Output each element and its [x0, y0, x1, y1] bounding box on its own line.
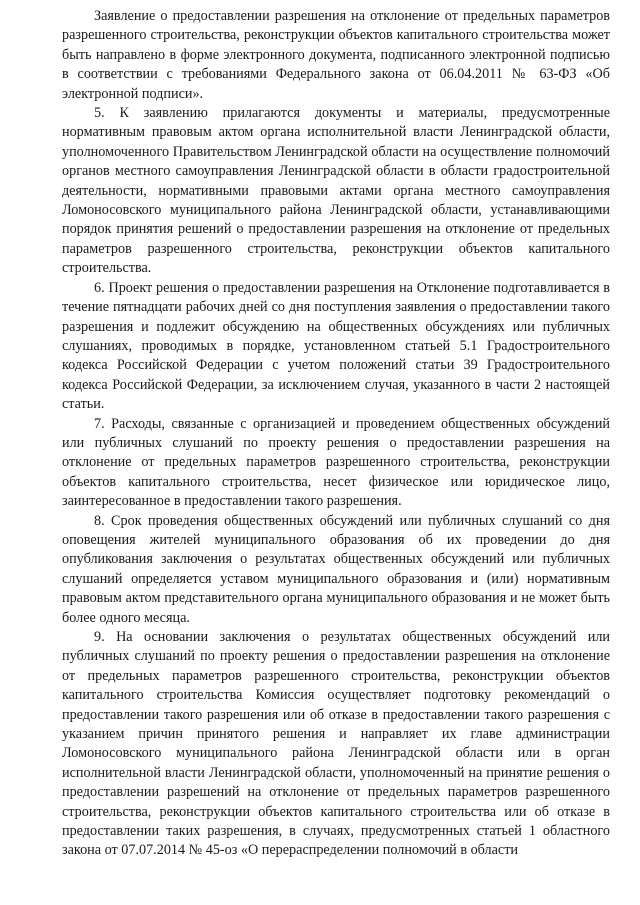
paragraph-e-signature: Заявление о предоставлении разрешения на отклонение от предельных параметров разрешенного строительства, реконструкции объектов капитального строительства может быть направлено в форме электронного документа, подписанного электронной подписью в соответствии с требованиями Федерального закона от 06.04.2011 № 63-ФЗ «Об электронной подписи».: [62, 8, 610, 102]
paragraph-9-recommendations: 9. На основании заключения о результатах общественных обсуждений или публичных слушаний по проекту решения о предоставлении разрешения на отклонение от предельных параметров разрешенного строительства, реконструкции объектов капитального строительства Комиссия осуществляет подготовку рекомендаций о предоставлении такого разрешения или об отказе в предоставлении такого разрешения с указанием причин принятого решения и направляет их главе администрации Ломоносовского муниципального района Ленинградской области или в орган исполнительной власти Ленинградской области, уполномоченный на принятие решения о предоставлении разрешений на отклонение от предельных параметров разрешенного строительства, реконструкции объектов капитального строительства или об отказе в предоставлении таких разрешения, в случаях, предусмотренных статьей 1 областного закона от 07.07.2014 № 45-оз «О перераспределении полномочий в области: [62, 629, 610, 859]
paragraph-7-expenses: 7. Расходы, связанные с организацией и проведением общественных обсуждений или публичных слушаний по проекту решения о предоставлении разрешения на отклонение от предельных параметров разрешенного строительства, реконструкции объектов капитального строительства, несет физическое или юридическое лицо, заинтересованное в предоставлении такого разрешения.: [62, 415, 610, 510]
paragraph-5-documents: 5. К заявлению прилагаются документы и материалы, предусмотренные нормативным правовым актом органа исполнительной власти Ленинградской области, уполномоченного Правительством Ленинградской области на осуществление полномочий органов местного самоуправления Ленинградской области в области градостроительной деятельности, нормативными правовыми актами органа местного самоуправления Ломоносовского муниципального района Ленинградской области, устанавливающими порядок принятия решений о предоставлении разрешения на отклонение от предельных параметров разрешенного строительства, реконструкции объектов капитального строительства.: [62, 105, 610, 277]
paragraph-6-draft-decision: 6. Проект решения о предоставлении разрешения на Отклонение подготавливается в течение пятнадцати рабочих дней со дня поступления заявления о предоставлении такого разрешения и подлежит обсуждению на общественных обсуждениях или публичных слушаниях, проводимых в порядке, установленном статьей 5.1 Градостроительного кодекса Российской Федерации с учетом положений статьи 39 Градостроительного кодекса Российской Федерации, за исключением случая, указанного в части 2 настоящей статьи.: [62, 279, 610, 413]
paragraph-8-hearing-period: 8. Срок проведения общественных обсуждений или публичных слушаний со дня оповещения жителей муниципального образования об их проведении до дня опубликования заключения о результатах общественных обсуждений или публичных слушаний определяется уставом муниципального образования и (или) нормативным правовым актом представительного органа муниципального образования и не может быть более одного месяца.: [62, 512, 610, 626]
document-body: [62, 7, 610, 861]
